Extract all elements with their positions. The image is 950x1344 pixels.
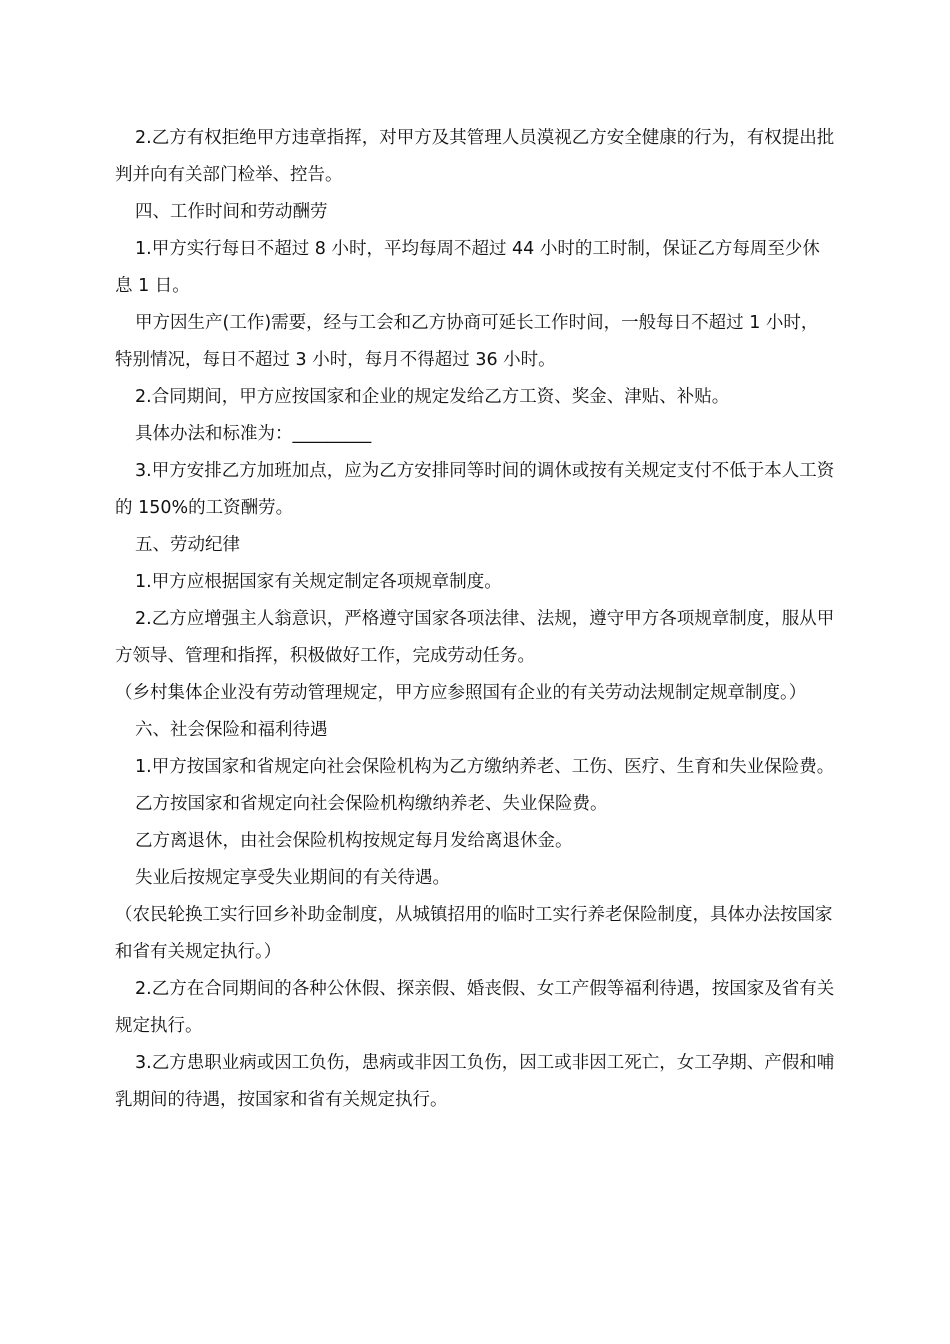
- clause-1-rules: 1.甲方应根据国家有关规定制定各项规章制度。: [135, 572, 502, 592]
- note-rotation-workers: （农民轮换工实行回乡补助金制度，从城镇招用的临时工实行养老保险制度，具体办法按国家和省有关规定执行。）: [115, 905, 833, 962]
- clause-overtime-extension: 甲方因生产(工作)需要，经与工会和乙方协商可延长工作时间，一般每日不超过 1 小时，特别情况，每日不超过 3 小时，每月不得超过 36 小时。: [115, 313, 819, 370]
- clause-2-compliance: 2.乙方应增强主人翁意识，严格遵守国家各项法律、法规，遵守甲方各项规章制度，服从甲方领导、管理和指挥，积极做好工作，完成劳动任务。: [115, 609, 835, 666]
- section-heading-social-insurance: 六、社会保险和福利待遇: [135, 720, 328, 740]
- clause-2-right-to-refuse: 2.乙方有权拒绝甲方违章指挥，对甲方及其管理人员漠视乙方安全健康的行为，有权提出批判并向有关部门检举、控告。: [115, 128, 835, 185]
- note-rural-enterprise: （乡村集体企业没有劳动管理规定，甲方应参照国有企业的有关劳动法规制定规章制度。）: [115, 683, 807, 703]
- clause-1-insurance-payment: 1.甲方按国家和省规定向社会保险机构为乙方缴纳养老、工伤、医疗、生育和失业保险费。: [135, 757, 835, 777]
- clause-3-injury-benefits: 3.乙方患职业病或因工负伤，患病或非因工负伤，因工或非因工死亡，女工孕期、产假和哺乳期间的待遇，按国家和省有关规定执行。: [115, 1053, 835, 1110]
- section-heading-discipline: 五、劳动纪律: [135, 535, 240, 555]
- clause-employee-insurance: 乙方按国家和省规定向社会保险机构缴纳养老、失业保险费。: [135, 794, 608, 814]
- section-heading-work-hours: 四、工作时间和劳动酬劳: [135, 202, 328, 222]
- clause-unemployment: 失业后按规定享受失业期间的有关待遇。: [135, 868, 450, 888]
- clause-wage-standard-blank: 具体办法和标准为：_________: [135, 424, 372, 444]
- clause-retirement: 乙方离退休，由社会保险机构按规定每月发给离退休金。: [135, 831, 573, 851]
- clause-2-wages: 2.合同期间，甲方应按国家和企业的规定发给乙方工资、奖金、津贴、补贴。: [135, 387, 730, 407]
- document-body: [115, 120, 835, 1119]
- clause-2-leave-benefits: 2.乙方在合同期间的各种公休假、探亲假、婚丧假、女工产假等福利待遇，按国家及省有关规定执行。: [115, 979, 835, 1036]
- clause-3-overtime-pay: 3.甲方安排乙方加班加点，应为乙方安排同等时间的调休或按有关规定支付不低于本人工资的 150%的工资酬劳。: [115, 461, 835, 518]
- clause-1-working-hours: 1.甲方实行每日不超过 8 小时，平均每周不超过 44 小时的工时制，保证乙方每周至少休息 1 日。: [115, 239, 820, 296]
